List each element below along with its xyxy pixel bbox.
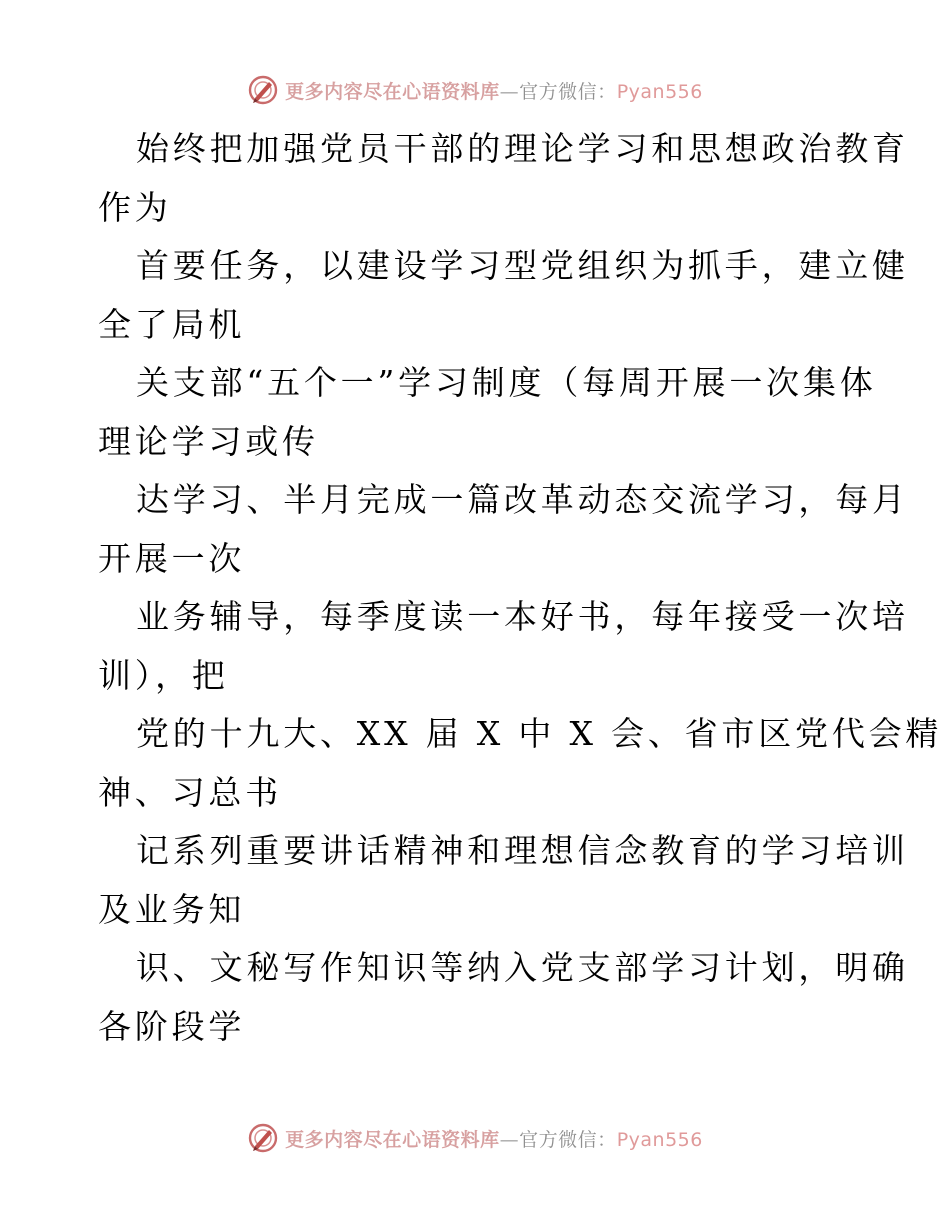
text-line: 神、习总书 — [98, 772, 282, 812]
watermark-handle: Pyan556 — [616, 80, 703, 103]
watermark-separator: — — [499, 1128, 520, 1151]
text-line: 各阶段学 — [98, 1006, 246, 1046]
watermark-separator: — — [499, 80, 520, 103]
text-line: 及业务知 — [98, 889, 246, 929]
text-line: 理论学习或传 — [98, 421, 319, 461]
watermark-official-label: 官方微信： — [519, 80, 617, 103]
watermark-text — [285, 77, 703, 104]
text-line: 始终把加强党员干部的理论学习和思想政治教育 — [136, 129, 909, 168]
text-line: 首要任务，以建设学习型党组织为抓手，建立健 — [136, 246, 909, 285]
document-body — [98, 120, 943, 1056]
text-line: 业务辅导，每季度读一本好书，每年接受一次培 — [136, 597, 909, 636]
text-line: 党的十九大、XX 届 X 中 X 会、省市区党代会精 — [136, 714, 943, 753]
text-line: 识、文秘写作知识等纳入党支部学习计划，明确 — [136, 948, 909, 987]
text-line: 全了局机 — [98, 304, 246, 344]
text-line: 关支部“五个一”学习制度（每周开展一次集体 — [136, 363, 877, 402]
text-line: 训），把 — [98, 655, 229, 695]
text-line: 记系列重要讲话精神和理想信念教育的学习培训 — [136, 831, 909, 870]
footer-watermark — [0, 1118, 950, 1158]
watermark-text — [285, 1125, 703, 1152]
text-line: 开展一次 — [98, 538, 246, 578]
pen-circle-logo-icon — [247, 1122, 279, 1154]
watermark-brand: 更多内容尽在心语资料库 — [285, 80, 500, 103]
pen-circle-logo-icon — [247, 74, 279, 106]
watermark-brand: 更多内容尽在心语资料库 — [285, 1128, 500, 1151]
text-line: 作为 — [98, 187, 172, 227]
text-line: 达学习、半月完成一篇改革动态交流学习，每月 — [136, 480, 909, 519]
header-watermark — [0, 70, 950, 110]
watermark-handle: Pyan556 — [616, 1128, 703, 1151]
watermark-official-label: 官方微信： — [519, 1128, 617, 1151]
